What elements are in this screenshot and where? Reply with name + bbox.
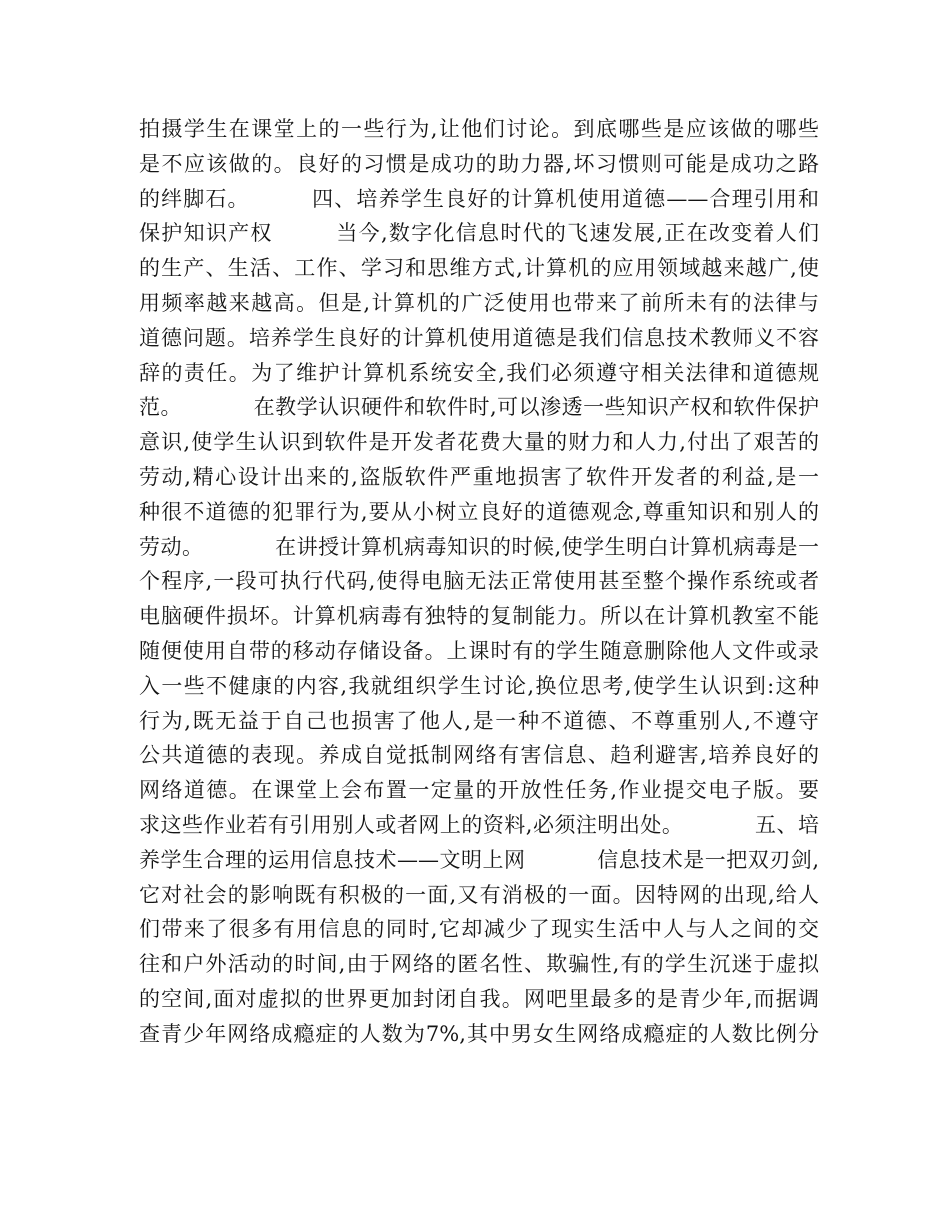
text-line: 的空间,面对虚拟的世界更加封闭自我。网吧里最多的是青少年,而据调 xyxy=(139,986,819,1011)
text-line: 入一些不健康的内容,我就组织学生讨论,换位思考,使学生认识到:这种 xyxy=(139,673,819,698)
body-text xyxy=(139,112,819,1052)
text-line: 网络道德。在课堂上会布置一定量的开放性任务,作业提交电子版。要 xyxy=(139,778,819,803)
text-line: 拍摄学生在课堂上的一些行为,让他们讨论。到底哪些是应该做的哪些 xyxy=(139,117,819,141)
text-line: 劳动。 在讲授计算机病毒知识的时候,使学生明白计算机病毒是一 xyxy=(139,534,819,559)
text-line: 保护知识产权 当今,数字化信息时代的飞速发展,正在改变着人们 xyxy=(139,221,819,246)
text-line: 公共道德的表现。养成自觉抵制网络有害信息、趋利避害,培养良好的 xyxy=(139,743,819,768)
text-line: 辞的责任。为了维护计算机系统安全,我们必须遵守相关法律和道德规 xyxy=(139,360,819,385)
text-line: 劳动,精心设计出来的,盗版软件严重地损害了软件开发者的利益,是一 xyxy=(139,464,819,489)
text-line: 往和户外活动的时间,由于网络的匿名性、欺骗性,有的学生沉迷于虚拟 xyxy=(139,952,819,977)
text-line: 用频率越来越高。但是,计算机的广泛使用也带来了前所未有的法律与 xyxy=(139,290,819,315)
text-line: 范。 在教学认识硬件和软件时,可以渗透一些知识产权和软件保护 xyxy=(139,395,819,420)
text-line: 查青少年网络成瘾症的人数为7%,其中男女生网络成瘾症的人数比例分 xyxy=(139,1021,819,1046)
text-line: 们带来了很多有用信息的同时,它却减少了现实生活中人与人之间的交 xyxy=(139,917,819,942)
text-line: 养学生合理的运用信息技术——文明上网 信息技术是一把双刃剑, xyxy=(139,847,819,872)
text-line: 求这些作业若有引用别人或者网上的资料,必须注明出处。 五、培 xyxy=(139,812,819,837)
text-line: 是不应该做的。良好的习惯是成功的助力器,坏习惯则可能是成功之路 xyxy=(139,151,819,176)
text-line: 随便使用自带的移动存储设备。上课时有的学生随意删除他人文件或录 xyxy=(139,638,819,663)
text-line: 种很不道德的犯罪行为,要从小树立良好的道德观念,尊重知识和别人的 xyxy=(139,499,819,524)
text-line: 的绊脚石。 四、培养学生良好的计算机使用道德——合理引用和 xyxy=(139,186,819,211)
text-line: 意识,使学生认识到软件是开发者花费大量的财力和人力,付出了艰苦的 xyxy=(139,430,819,455)
text-line: 道德问题。培养学生良好的计算机使用道德是我们信息技术教师义不容 xyxy=(139,325,819,350)
text-line: 个程序,一段可执行代码,使得电脑无法正常使用甚至整个操作系统或者 xyxy=(139,569,819,594)
text-line: 行为,既无益于自己也损害了他人,是一种不道德、不尊重别人,不遵守 xyxy=(139,708,819,733)
text-line: 电脑硬件损坏。计算机病毒有独特的复制能力。所以在计算机教室不能 xyxy=(139,604,819,629)
text-line: 它对社会的影响既有积极的一面,又有消极的一面。因特网的出现,给人 xyxy=(139,882,819,907)
text-line: 的生产、生活、工作、学习和思维方式,计算机的应用领域越来越广,使 xyxy=(139,256,819,281)
